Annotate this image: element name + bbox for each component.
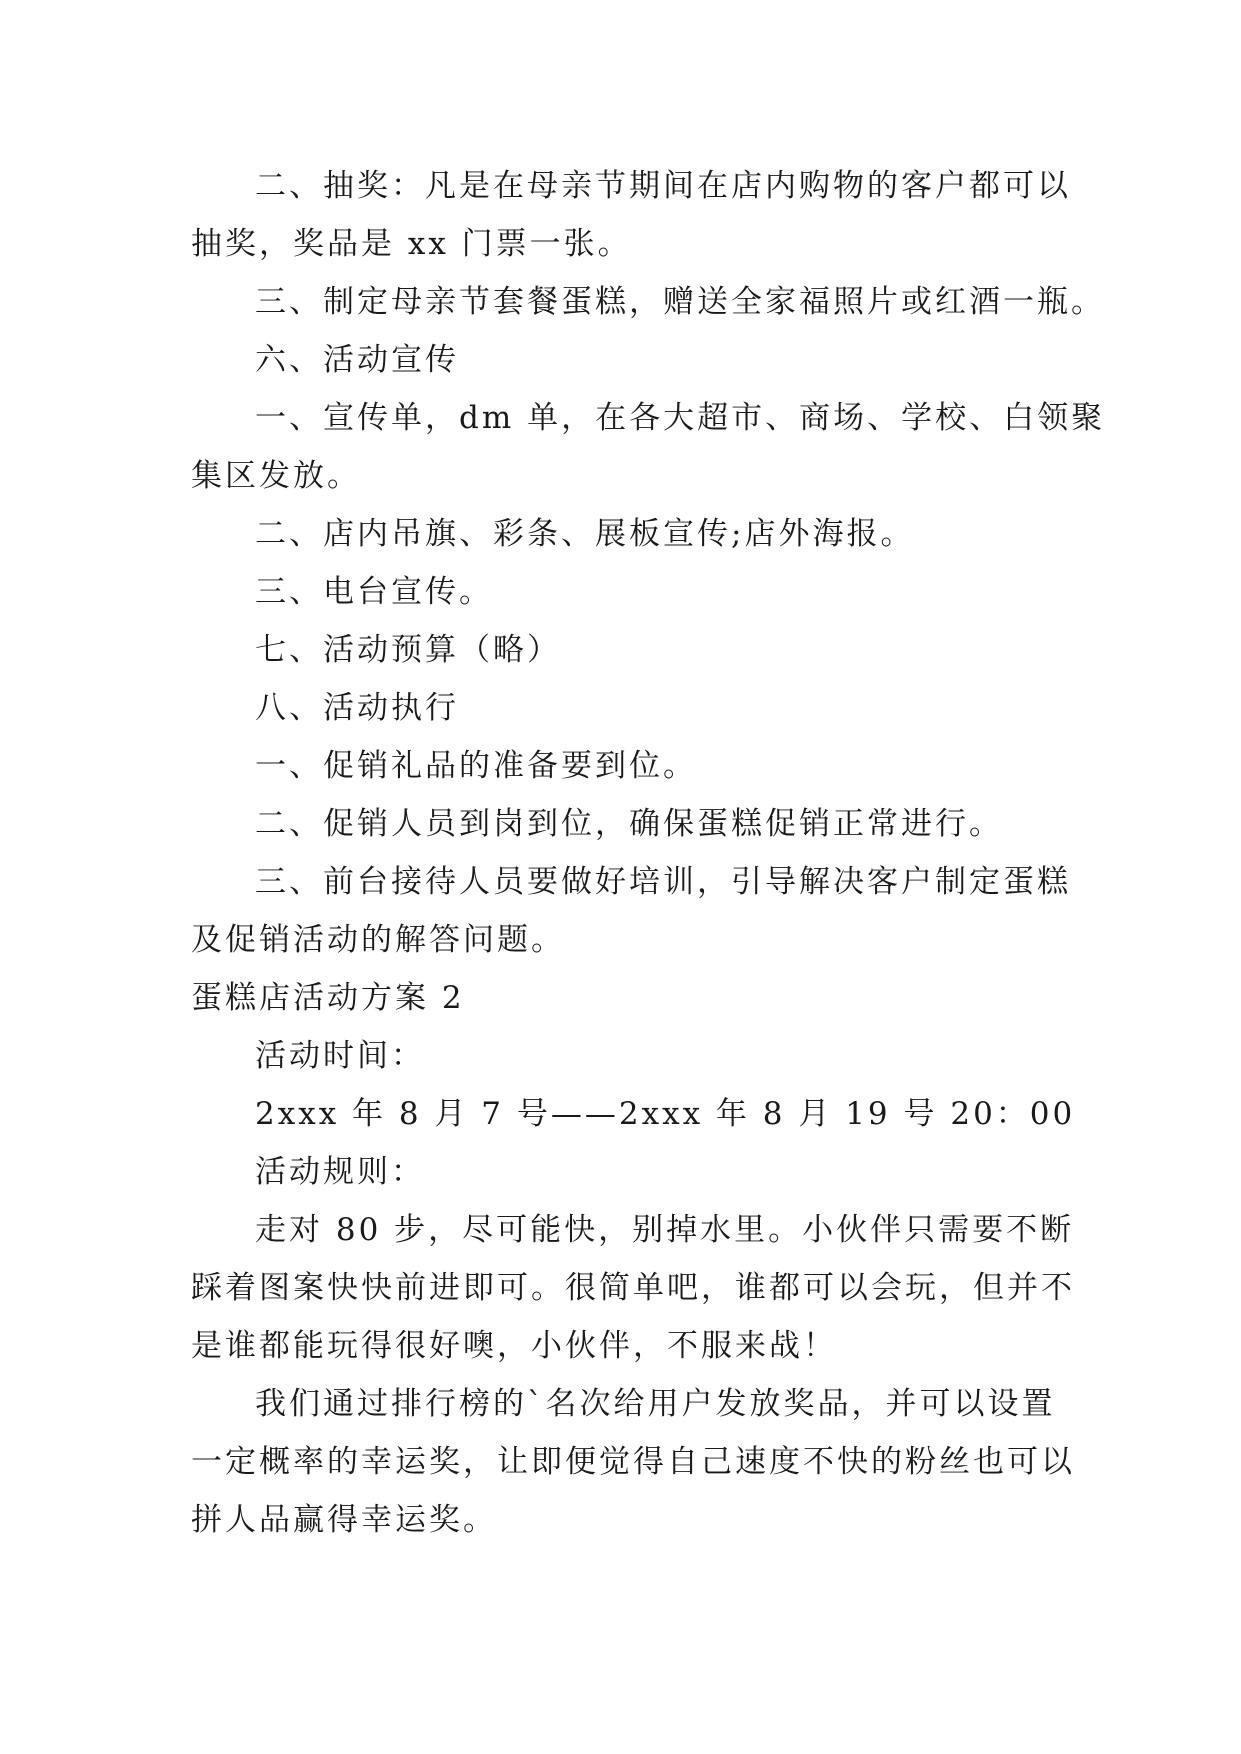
paragraph-line: 是谁都能玩得很好噢，小伙伴，不服来战！ [191,1328,837,1364]
document-title: 蛋糕店活动方案 2 [191,980,465,1016]
paragraph-line: 三、前台接待人员要做好培训，引导解决客户制定蛋糕 [255,864,1071,900]
paragraph-line: 我们通过排行榜的`名次给用户发放奖品，并可以设置 [255,1386,1056,1422]
paragraph-line: 二、抽奖：凡是在母亲节期间在店内购物的客户都可以 [255,168,1071,204]
paragraph-line: 拼人品赢得幸运奖。 [191,1502,497,1538]
paragraph-line: 及促销活动的解答问题。 [191,922,565,958]
paragraph-line: 一、促销礼品的准备要到位。 [255,748,697,784]
paragraph-line: 活动时间： [255,1038,425,1074]
section-heading: 八、活动执行 [255,690,459,726]
paragraph-line: 一、宣传单，dm 单，在各大超市、商场、学校、白领聚 [255,400,1106,436]
paragraph-line: 2xxx 年 8 月 7 号——2xxx 年 8 月 19 号 20：00 [255,1096,1076,1132]
paragraph-line: 走对 80 步，尽可能快，别掉水里。小伙伴只需要不断 [255,1212,1075,1248]
paragraph-line: 活动规则： [255,1154,425,1190]
paragraph-line: 集区发放。 [191,458,361,494]
paragraph-line: 三、电台宣传。 [255,574,493,610]
paragraph-line: 踩着图案快快前进即可。很简单吧，谁都可以会玩，但并不 [191,1270,1075,1306]
section-heading: 六、活动宣传 [255,342,459,378]
document-body [191,157,1106,1549]
paragraph-line: 抽奖，奖品是 xx 门票一张。 [191,226,632,262]
paragraph-line: 三、制定母亲节套餐蛋糕，赠送全家福照片或红酒一瓶。 [255,284,1105,320]
paragraph-line: 二、店内吊旗、彩条、展板宣传;店外海报。 [255,516,915,552]
section-heading: 七、活动预算（略） [255,632,561,668]
paragraph-line: 一定概率的幸运奖，让即便觉得自己速度不快的粉丝也可以 [191,1444,1075,1480]
paragraph-line: 二、促销人员到岗到位，确保蛋糕促销正常进行。 [255,806,1003,842]
